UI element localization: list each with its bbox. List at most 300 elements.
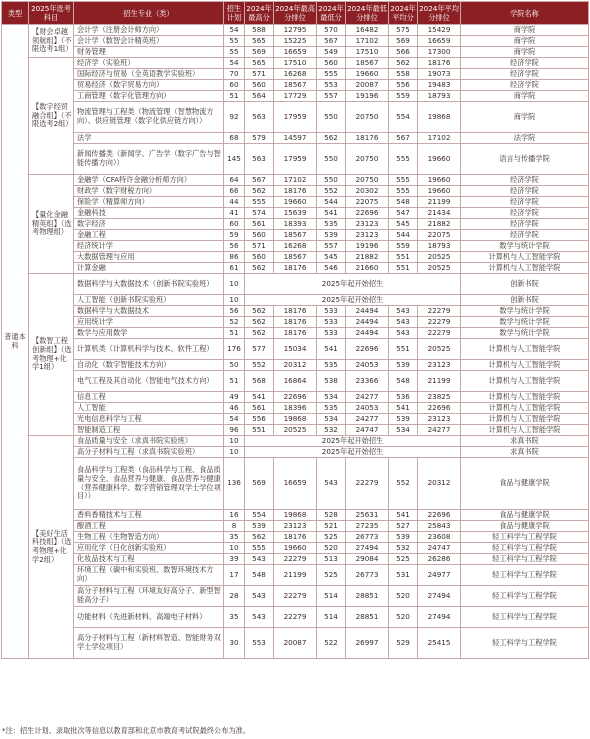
major-cell: 数字经济 [74,219,224,230]
table-row [2,554,589,565]
major-cell: 高分子材料与工程（求真书院实验班） [74,447,224,458]
avg-rank-cell: 21199 [418,371,461,392]
header-cell: 2024年最高分 [245,2,274,25]
min-score-cell: 562 [317,133,346,144]
max-score-cell: 560 [245,252,274,263]
header-cell: 2024年平均分排位 [418,2,461,25]
avg-rank-cell: 22696 [418,510,461,521]
min-rank-cell: 21660 [346,263,389,274]
header-cell: 2024年最高分排位 [274,2,317,25]
not-yet-enrolled-cell: 2025年起开始招生 [245,295,461,306]
footnote: *注：招生计划、录取批次等信息以教育部和北京市教育考试院最终公布为准。 [2,726,250,735]
max-rank-cell: 12795 [274,25,317,36]
min-rank-cell: 27235 [346,521,389,532]
avg-rank-cell: 24277 [418,425,461,436]
avg-score-cell: 520 [389,586,418,607]
max-score-cell: 577 [245,339,274,360]
table-row [2,197,589,208]
header-cell: 招生专业（类） [74,2,224,25]
avg-score-cell: 559 [389,91,418,102]
college-cell: 数学与统计学院 [461,328,589,339]
group-label-cell: 【数智工程创新组】（选考物理+化学1组） [29,274,74,436]
major-cell: 会计学（注册会计师方向） [74,25,224,36]
max-rank-cell: 22279 [274,607,317,628]
header-cell: 招生计划 [224,2,245,25]
max-score-cell: 563 [245,144,274,175]
min-score-cell: 528 [317,510,346,521]
min-score-cell: 541 [317,339,346,360]
table-row [2,274,589,295]
major-cell: 财政学（数字财税方向） [74,186,224,197]
major-cell: 计算金融 [74,263,224,274]
header-cell: 学院名称 [461,2,589,25]
avg-rank-cell: 17102 [418,133,461,144]
min-rank-cell: 16482 [346,25,389,36]
max-rank-cell: 22279 [274,554,317,565]
avg-score-cell: 527 [389,521,418,532]
avg-score-cell: 543 [389,306,418,317]
major-cell: 数据科学与大数据技术 [74,306,224,317]
max-score-cell: 543 [245,586,274,607]
table-row [2,36,589,47]
group-label-cell: 【财会卓越领航组】（不限选考1组） [29,25,74,58]
max-score-cell: 561 [245,403,274,414]
min-score-cell: 560 [317,58,346,69]
avg-rank-cell: 18793 [418,91,461,102]
plan-cell: 28 [224,586,245,607]
avg-rank-cell: 20525 [418,263,461,274]
plan-cell: 10 [224,543,245,554]
min-rank-cell: 24053 [346,360,389,371]
college-cell: 经济学院 [461,186,589,197]
max-rank-cell: 15034 [274,339,317,360]
min-score-cell: 525 [317,532,346,543]
avg-score-cell: 534 [389,425,418,436]
max-score-cell: 562 [245,306,274,317]
avg-score-cell: 551 [389,339,418,360]
college-cell: 食品与健康学院 [461,510,589,521]
major-cell: 法学 [74,133,224,144]
college-cell: 经济学院 [461,208,589,219]
college-cell: 计算机与人工智能学院 [461,360,589,371]
avg-rank-cell: 15429 [418,25,461,36]
avg-score-cell: 541 [389,510,418,521]
max-score-cell: 565 [245,58,274,69]
avg-score-cell: 548 [389,371,418,392]
max-score-cell: 555 [245,543,274,554]
min-rank-cell: 18176 [346,133,389,144]
table-row [2,219,589,230]
avg-score-cell: 566 [389,47,418,58]
table-body [2,25,589,659]
college-cell: 轻工科学与工程学院 [461,628,589,659]
plan-cell: 10 [224,295,245,306]
plan-cell: 92 [224,102,245,133]
avg-rank-cell: 25415 [418,628,461,659]
header-cell: 类型 [2,2,29,25]
max-score-cell: 565 [245,36,274,47]
max-rank-cell: 16659 [274,458,317,510]
plan-cell: 8 [224,521,245,532]
plan-cell: 55 [224,36,245,47]
avg-score-cell: 529 [389,628,418,659]
min-score-cell: 514 [317,586,346,607]
plan-cell: 51 [224,91,245,102]
major-cell: 人工智能 [74,403,224,414]
min-rank-cell: 23123 [346,230,389,241]
max-rank-cell: 18176 [274,532,317,543]
min-rank-cell: 23366 [346,371,389,392]
avg-rank-cell: 20525 [418,339,461,360]
max-score-cell: 548 [245,565,274,586]
min-score-cell: 541 [317,208,346,219]
min-rank-cell: 27494 [346,543,389,554]
college-cell: 食品与健康学院 [461,458,589,510]
max-rank-cell: 14597 [274,133,317,144]
min-score-cell: 534 [317,392,346,403]
college-cell: 商学院 [461,36,589,47]
min-score-cell: 544 [317,197,346,208]
table-row [2,91,589,102]
table-row [2,263,589,274]
max-rank-cell: 20525 [274,425,317,436]
min-rank-cell: 24747 [346,425,389,436]
not-yet-enrolled-cell: 2025年起开始招生 [245,447,461,458]
table-row [2,69,589,80]
avg-score-cell: 554 [389,102,418,133]
major-cell: 金融工程 [74,230,224,241]
max-rank-cell: 19660 [274,197,317,208]
plan-cell: 136 [224,458,245,510]
avg-score-cell: 525 [389,554,418,565]
plan-cell: 54 [224,58,245,69]
college-cell: 商学院 [461,91,589,102]
avg-rank-cell: 22279 [418,328,461,339]
avg-rank-cell: 22075 [418,230,461,241]
plan-cell: 17 [224,565,245,586]
table-row [2,317,589,328]
avg-rank-cell: 19660 [418,175,461,186]
table-row [2,186,589,197]
table-row [2,543,589,554]
major-cell: 财务管理 [74,47,224,58]
plan-cell: 145 [224,144,245,175]
table-row [2,230,589,241]
min-rank-cell: 24277 [346,392,389,403]
major-cell: 自动化（数字智能技术方向） [74,360,224,371]
min-rank-cell: 29084 [346,554,389,565]
avg-rank-cell: 22279 [418,306,461,317]
major-cell: 大数据管理与应用 [74,252,224,263]
table-row [2,607,589,628]
major-cell: 高分子材料与工程（新材料智造、智能财务双学士学位项目） [74,628,224,659]
max-score-cell: 579 [245,133,274,144]
max-score-cell: 543 [245,554,274,565]
max-rank-cell: 18393 [274,219,317,230]
avg-rank-cell: 23608 [418,532,461,543]
college-cell: 轻工科学与工程学院 [461,554,589,565]
plan-cell: 96 [224,425,245,436]
plan-cell: 60 [224,80,245,91]
min-score-cell: 545 [317,252,346,263]
major-cell: 环境工程（碳中和实验班、数智环境技术方向） [74,565,224,586]
plan-cell: 56 [224,241,245,252]
min-score-cell: 514 [317,607,346,628]
college-cell: 经济学院 [461,230,589,241]
table-row [2,295,589,306]
avg-rank-cell: 23123 [418,360,461,371]
min-rank-cell: 22696 [346,339,389,360]
table-row [2,436,589,447]
max-score-cell: 560 [245,230,274,241]
max-rank-cell: 19660 [274,543,317,554]
plan-cell: 56 [224,306,245,317]
max-rank-cell: 22696 [274,392,317,403]
college-cell: 轻工科学与工程学院 [461,586,589,607]
table-row [2,392,589,403]
group-label-cell: 【数字经贸融合组】（不限选考2组） [29,58,74,175]
min-rank-cell: 24053 [346,403,389,414]
college-cell: 经济学院 [461,219,589,230]
table-row [2,80,589,91]
min-score-cell: 520 [317,543,346,554]
min-rank-cell: 22279 [346,458,389,510]
plan-cell: 70 [224,69,245,80]
college-cell: 创新书院 [461,295,589,306]
max-rank-cell: 15639 [274,208,317,219]
avg-rank-cell: 20312 [418,458,461,510]
max-score-cell: 569 [245,458,274,510]
college-cell: 商学院 [461,25,589,36]
table-row [2,175,589,186]
major-cell: 计算机类（计算机科学与技术、软件工程） [74,339,224,360]
college-cell: 计算机与人工智能学院 [461,403,589,414]
avg-score-cell: 520 [389,607,418,628]
min-score-cell: 513 [317,554,346,565]
max-rank-cell: 16268 [274,69,317,80]
college-cell: 轻工科学与工程学院 [461,532,589,543]
admission-table [1,1,589,659]
table-row [2,47,589,58]
avg-rank-cell: 23825 [418,392,461,403]
avg-rank-cell: 27494 [418,586,461,607]
min-rank-cell: 17102 [346,36,389,47]
max-score-cell: 560 [245,80,274,91]
group-label-cell: 【量化金融精英组】（选考物理组） [29,175,74,274]
min-score-cell: 525 [317,565,346,586]
table-row [2,586,589,607]
major-cell: 经济统计学 [74,241,224,252]
plan-cell: 49 [224,392,245,403]
header-cell: 2025年选考科目 [29,2,74,25]
min-score-cell: 522 [317,628,346,659]
table-row [2,102,589,133]
min-score-cell: 538 [317,371,346,392]
major-cell: 工商管理（数字化管理方向） [74,91,224,102]
max-score-cell: 562 [245,263,274,274]
major-cell: 数学与应用数学 [74,328,224,339]
max-rank-cell: 18176 [274,328,317,339]
college-cell: 商学院 [461,47,589,58]
avg-score-cell: 539 [389,360,418,371]
min-score-cell: 534 [317,414,346,425]
plan-cell: 10 [224,447,245,458]
min-rank-cell: 21882 [346,252,389,263]
max-score-cell: 552 [245,360,274,371]
avg-score-cell: 551 [389,252,418,263]
major-cell: 食品科学与工程类（食品科学与工程、食品质量与安全、食品营养与健康、食品营养与健康（营养健康科学、数字营销管理双学士学位项目）） [74,458,224,510]
plan-cell: 55 [224,47,245,58]
min-rank-cell: 22075 [346,197,389,208]
min-score-cell: 552 [317,186,346,197]
avg-rank-cell: 21434 [418,208,461,219]
min-score-cell: 557 [317,241,346,252]
max-rank-cell: 18567 [274,80,317,91]
table-row [2,241,589,252]
max-score-cell: 562 [245,186,274,197]
not-yet-enrolled-cell: 2025年起开始招生 [245,274,461,295]
plan-cell: 10 [224,436,245,447]
college-cell: 计算机与人工智能学院 [461,371,589,392]
max-score-cell: 541 [245,392,274,403]
college-cell: 法学院 [461,133,589,144]
max-score-cell: 561 [245,219,274,230]
avg-rank-cell: 24747 [418,543,461,554]
college-cell: 求真书院 [461,447,589,458]
college-cell: 数学与统计学院 [461,317,589,328]
college-cell: 求真书院 [461,436,589,447]
min-score-cell: 549 [317,47,346,58]
min-score-cell: 550 [317,144,346,175]
avg-rank-cell: 17300 [418,47,461,58]
min-rank-cell: 24494 [346,306,389,317]
plan-cell: 68 [224,133,245,144]
avg-score-cell: 552 [389,458,418,510]
avg-score-cell: 558 [389,69,418,80]
plan-cell: 41 [224,208,245,219]
plan-cell: 59 [224,230,245,241]
table-header-row [2,2,589,25]
avg-score-cell: 543 [389,328,418,339]
plan-cell: 61 [224,263,245,274]
avg-rank-cell: 22696 [418,403,461,414]
max-score-cell: 543 [245,607,274,628]
max-score-cell: 551 [245,425,274,436]
max-rank-cell: 18176 [274,317,317,328]
table-row [2,306,589,317]
plan-cell: 54 [224,414,245,425]
avg-rank-cell: 18793 [418,241,461,252]
plan-cell: 86 [224,252,245,263]
min-score-cell: 546 [317,263,346,274]
avg-score-cell: 536 [389,392,418,403]
plan-cell: 66 [224,186,245,197]
major-cell: 经济学（实验班） [74,58,224,69]
min-score-cell: 567 [317,36,346,47]
table-row [2,252,589,263]
college-cell: 商学院 [461,102,589,133]
avg-score-cell: 567 [389,133,418,144]
max-score-cell: 556 [245,414,274,425]
table-row [2,133,589,144]
min-rank-cell: 26773 [346,532,389,543]
group-label-cell: 【美好生活科技组】（选考物理+化学2组） [29,436,74,659]
type-cell: 普通本科 [2,25,29,659]
table-row [2,403,589,414]
max-rank-cell: 16864 [274,371,317,392]
min-rank-cell: 19196 [346,91,389,102]
avg-rank-cell: 19660 [418,144,461,175]
max-rank-cell: 16659 [274,47,317,58]
avg-score-cell: 555 [389,186,418,197]
max-rank-cell: 19868 [274,510,317,521]
avg-rank-cell: 16659 [418,36,461,47]
plan-cell: 44 [224,197,245,208]
plan-cell: 30 [224,628,245,659]
major-cell: 数据科学与大数据技术（创新书院实验班） [74,274,224,295]
table-row [2,339,589,360]
max-rank-cell: 18567 [274,230,317,241]
table-row [2,458,589,510]
avg-score-cell: 541 [389,403,418,414]
min-rank-cell: 18567 [346,58,389,69]
avg-score-cell: 555 [389,175,418,186]
major-cell: 生物工程（生物智造方向） [74,532,224,543]
avg-rank-cell: 25843 [418,521,461,532]
max-rank-cell: 20087 [274,628,317,659]
major-cell: 金融科技 [74,208,224,219]
avg-score-cell: 548 [389,197,418,208]
plan-cell: 60 [224,219,245,230]
max-rank-cell: 18176 [274,186,317,197]
min-rank-cell: 20302 [346,186,389,197]
min-rank-cell: 17510 [346,47,389,58]
min-score-cell: 550 [317,102,346,133]
max-rank-cell: 17959 [274,102,317,133]
college-cell: 经济学院 [461,58,589,69]
max-rank-cell: 18176 [274,263,317,274]
major-cell: 金融学（CFA特许金融分析师方向） [74,175,224,186]
avg-score-cell: 539 [389,532,418,543]
table-row [2,328,589,339]
table-row [2,510,589,521]
min-score-cell: 533 [317,306,346,317]
college-cell: 食品与健康学院 [461,521,589,532]
major-cell: 功能材料（先进新材料、高端电子材料） [74,607,224,628]
max-score-cell: 562 [245,532,274,543]
avg-score-cell: 543 [389,317,418,328]
avg-rank-cell: 19073 [418,69,461,80]
header-cell: 2024年平均分 [389,2,418,25]
avg-score-cell: 551 [389,263,418,274]
avg-score-cell: 569 [389,36,418,47]
major-cell: 保险学（精算师方向） [74,197,224,208]
min-rank-cell: 19196 [346,241,389,252]
min-rank-cell: 24494 [346,328,389,339]
college-cell: 计算机与人工智能学院 [461,339,589,360]
min-score-cell: 543 [317,458,346,510]
college-cell: 语言与传播学院 [461,144,589,175]
avg-score-cell: 559 [389,241,418,252]
header-cell: 2024年最低分 [317,2,346,25]
major-cell: 人工智能（创新书院实验班） [74,295,224,306]
min-score-cell: 555 [317,69,346,80]
avg-score-cell: 531 [389,565,418,586]
min-score-cell: 570 [317,25,346,36]
major-cell: 新闻传播类（新闻学、广告学（数字广告与智能传播方向）） [74,144,224,175]
avg-rank-cell: 19660 [418,186,461,197]
min-score-cell: 521 [317,521,346,532]
